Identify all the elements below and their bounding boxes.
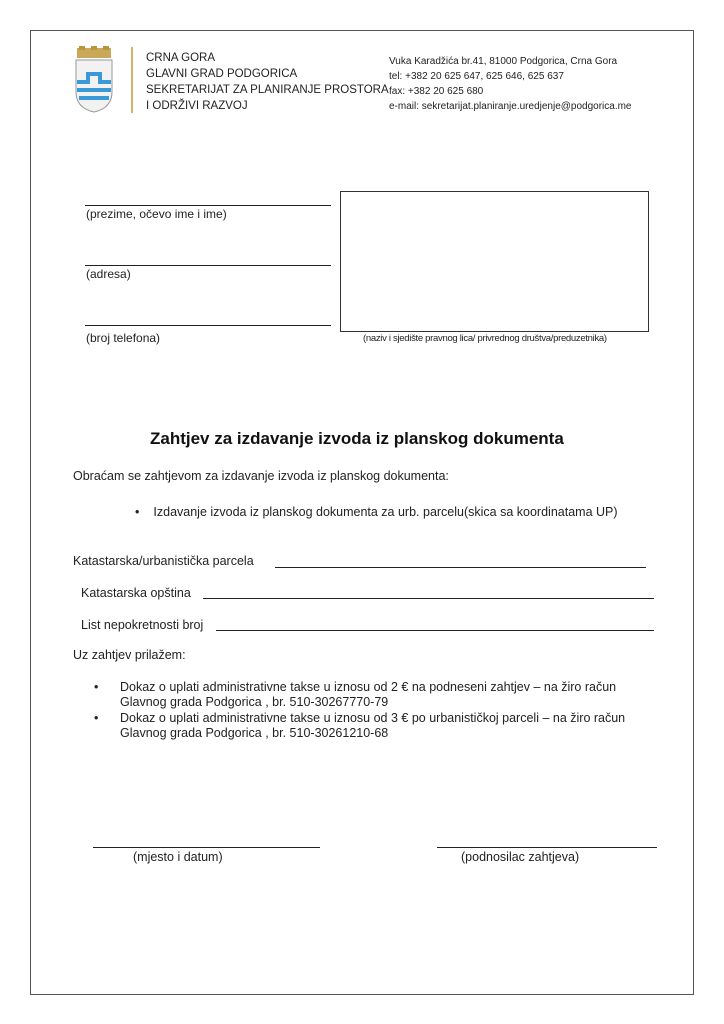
attachment-line: Dokaz o uplati administrativne takse u iznosu od 3 € po urbanističkoj parceli – na žiro račun	[120, 711, 626, 725]
parcel-field[interactable]	[275, 567, 646, 568]
municipality-label: Katastarska opština	[81, 586, 191, 600]
org-line: GLAVNI GRAD PODGORICA	[146, 68, 298, 80]
attachments-heading: Uz zahtjev prilažem:	[73, 648, 186, 662]
org-name	[146, 50, 389, 114]
fax-line: fax: +382 20 625 680	[389, 86, 484, 97]
contact-info	[389, 54, 632, 114]
address-line: Vuka Karadžića br.41, 81000 Podgorica, Crna Gora	[389, 56, 618, 67]
email-line: e-mail: sekretarijat.planiranje.uredjenje@podgorica.me	[389, 101, 632, 112]
place-date-label: (mjesto i datum)	[133, 850, 223, 864]
request-item-text: Izdavanje izvoda iz planskog dokumenta za urb. parcelu(skica sa koordinatama UP)	[153, 505, 618, 519]
bullet-icon: •	[135, 505, 140, 519]
address-field[interactable]	[85, 265, 331, 266]
municipality-field[interactable]	[203, 598, 654, 599]
parcel-label: Katastarska/urbanistička parcela	[73, 554, 254, 568]
phone-field[interactable]	[85, 325, 331, 326]
name-label: (prezime, očevo ime i ime)	[86, 207, 227, 221]
org-line: I ODRŽIVI RAZVOJ	[146, 100, 248, 112]
applicant-signature-label: (podnosilac zahtjeva)	[461, 850, 580, 864]
property-list-field[interactable]	[216, 630, 654, 631]
request-item	[135, 505, 618, 519]
intro-text: Obraćam se zahtjevom za izdavanje izvoda iz planskog dokumenta:	[73, 469, 449, 483]
attachment-line: Glavnog grada Podgorica , br. 510-30261210-68	[120, 726, 389, 740]
org-line: SEKRETARIJAT ZA PLANIRANJE PROSTORA	[146, 84, 389, 96]
coat-of-arms-logo	[72, 46, 116, 114]
bullet-icon: •	[94, 680, 99, 694]
address-label: (adresa)	[86, 267, 131, 281]
attachment-item	[94, 711, 625, 741]
name-field[interactable]	[85, 205, 331, 206]
phone-line: tel: +382 20 625 647, 625 646, 625 637	[389, 71, 564, 82]
attachment-line: Dokaz o uplati administrativne takse u iznosu od 2 € na podneseni zahtjev – na žiro račun	[120, 680, 617, 694]
company-label: (naziv i sjedište pravnog lica/ privrednog društva/preduzetnika)	[363, 333, 607, 344]
signature-field[interactable]	[437, 847, 657, 848]
phone-label: (broj telefona)	[86, 331, 161, 345]
document-title: Zahtjev za izdavanje izvoda iz planskog dokumenta	[150, 429, 564, 448]
header-divider	[131, 47, 133, 113]
property-list-label: List nepokretnosti broj	[81, 618, 204, 632]
attachment-line: Glavnog grada Podgorica , br. 510-30267770-79	[120, 695, 389, 709]
attachment-item	[94, 680, 616, 710]
place-date-field[interactable]	[93, 847, 320, 848]
company-box[interactable]	[340, 191, 649, 332]
bullet-icon: •	[94, 711, 99, 725]
org-line: CRNA GORA	[146, 52, 216, 64]
